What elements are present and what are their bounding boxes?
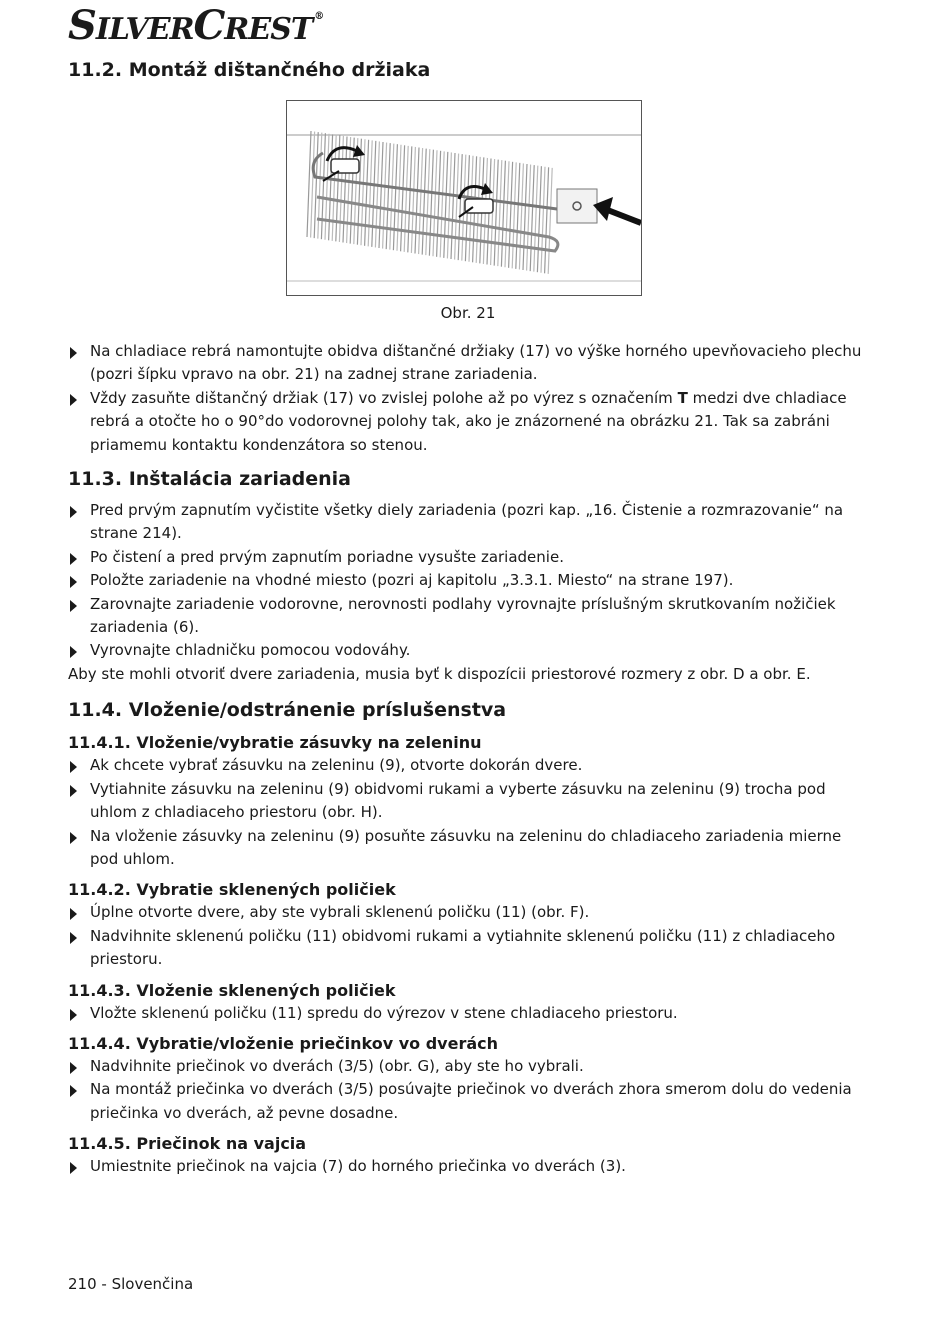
list-11-2 [68,340,868,457]
condenser-fin [325,134,329,240]
condenser-fin [397,145,401,251]
condenser-fin [311,132,315,238]
condenser-fin [494,160,498,266]
condenser-fin [401,145,405,251]
condenser-fin [429,150,433,256]
bullet-icon [70,908,77,920]
bullet-icon [70,1085,77,1097]
condenser-fin [523,164,527,270]
page-footer: 210 - Slovenčina [68,1275,194,1293]
condenser-fin [390,144,394,250]
condenser-fin [426,149,430,255]
list-item: Na chladiace rebrá namontujte obidva dištančné držiaky (17) vo výške horného upevňovacieho plechu (pozri šípku vpravo na obr. 21) na zadnej strane zariadenia. [68,340,868,387]
list-11-3 [68,499,868,663]
condenser-fin [339,136,343,242]
list-11-4-3 [68,1002,868,1025]
condenser-fin [415,148,419,254]
condenser-fin [372,141,376,247]
subsection-heading-11-4-5: 11.4.5. Priečinok na vajcia [68,1134,307,1154]
condenser-fin [440,151,444,257]
condenser-fin [393,144,397,250]
bullet-icon [70,646,77,658]
page-content [68,58,868,1179]
figure-21 [286,100,642,296]
condenser-fin [408,146,412,252]
condenser-fin [350,138,354,244]
condenser-fin [548,168,552,274]
condenser-fin [534,166,538,272]
condenser-fin [383,143,387,249]
bullet-icon [70,832,77,844]
condenser-fin [307,131,311,237]
list-item: Zarovnajte zariadenie vodorovne, nerovnosti podlahy vyrovnajte príslušným skrutkovaním nožičiek zariadenia (6). [68,593,868,640]
condenser-fin [329,134,333,240]
condenser-illustration [287,101,641,295]
list-item: Na montáž priečinka vo dverách (3/5) posúvajte priečinok vo dverách zhora smerom dolu do vedenia priečinka vo dverách, až pevne dosadne. [68,1078,868,1125]
bullet-icon [70,394,77,406]
condenser-fin [404,146,408,252]
condenser-fin [444,152,448,258]
condenser-fin [347,137,351,243]
section-heading-11-2: 11.2. Montáž dištančného držiaka [68,59,431,81]
list-item: Na vloženie zásuvky na zeleninu (9) posuňte zásuvku na zeleninu do chladiaceho zariadenia mierne pod uhlom. [68,825,868,872]
condenser-fin [437,151,441,257]
list-item: Po čistení a pred prvým zapnutím poriadne vysušte zariadenie. [68,546,868,569]
condenser-fin [498,160,502,266]
list-item: Umiestnite priečinok na vajcia (7) do horného priečinka vo dverách (3). [68,1155,868,1178]
condenser-fin [314,132,318,238]
list-item: Položte zariadenie na vhodné miesto (pozri aj kapitolu „3.3.1. Miesto“ na strane 197). [68,569,868,592]
bullet-icon [70,761,77,773]
condenser-fin [379,142,383,248]
condenser-fin [519,163,523,269]
list-item: Ak chcete vybrať zásuvku na zeleninu (9), otvorte dokorán dvere. [68,754,868,777]
condenser-fin [516,163,520,269]
section-heading-11-4: 11.4. Vloženie/odstránenie príslušenstva [68,699,507,722]
list-item: Vytiahnite zásuvku na zeleninu (9) obidvomi rukami a vyberte zásuvku na zeleninu (9) trocha pod uhlom z chladiaceho priestoru (obr. H). [68,778,868,825]
bullet-icon [70,600,77,612]
bullet-icon [70,576,77,588]
bullet-icon [70,506,77,518]
list-11-4-2 [68,901,868,971]
section-heading-11-3: 11.3. Inštalácia zariadenia [68,468,351,491]
condenser-fin [451,153,455,259]
condenser-fin [537,166,541,272]
condenser-fin [505,161,509,267]
condenser-fin [458,154,462,260]
condenser-fin [509,162,513,268]
condenser-fin [343,137,347,243]
list-item: Nadvihnite priečinok vo dverách (3/5) (obr. G), aby ste ho vybrali. [68,1055,868,1078]
list-11-4-1 [68,754,868,871]
condenser-fin [433,150,437,256]
condenser-fin [530,165,534,271]
condenser-fin [447,152,451,258]
condenser-fin [386,143,390,249]
condenser-fin [545,167,549,273]
subsection-heading-11-4-1: 11.4.1. Vloženie/vybratie zásuvky na zeleninu [68,733,482,753]
condenser-fin [368,140,372,246]
list-item: Vložte sklenenú poličku (11) spredu do výrezov v stene chladiaceho priestoru. [68,1002,868,1025]
condenser-fin [501,161,505,267]
list-item: Úplne otvorte dvere, aby ste vybrali sklenenú poličku (11) (obr. F). [68,901,868,924]
bullet-icon [70,785,77,797]
condenser-fin [512,162,516,268]
list-11-4-4 [68,1055,868,1125]
condenser-fin [365,140,369,246]
condenser-fin [318,133,322,239]
condenser-fin [336,135,340,241]
bullet-icon [70,553,77,565]
condenser-fin [375,141,379,247]
bullet-icon [70,347,77,359]
condenser-fin [541,167,545,273]
subsection-heading-11-4-2: 11.4.2. Vybratie sklenených poličiek [68,880,396,900]
list-11-4-5 [68,1155,868,1178]
condenser-fin [411,147,415,253]
bullet-icon [70,1062,77,1074]
list-item: Vyrovnajte chladničku pomocou vodováhy. [68,639,868,662]
condenser-fin [419,148,423,254]
bullet-icon [70,1009,77,1021]
condenser-fin [455,154,459,260]
subsection-heading-11-4-4: 11.4.4. Vybratie/vloženie priečinkov vo dverách [68,1033,499,1053]
list-item: Nadvihnite sklenenú poličku (11) obidvomi rukami a vytiahnite sklenenú poličku (11) z chladiaceho priestoru. [68,925,868,972]
condenser-fin [321,133,325,239]
list-item: Vždy zasuňte dištančný držiak (17) vo zvislej polohe až po výrez s označením T medzi dve chladiace rebrá a otočte ho o 90°do vodorovnej polohy tak, ako je znázornené na obrázku 21. Tak sa zabráni priamemu kontaktu kondenzátora so stenou. [68,387,868,457]
bullet-icon [70,932,77,944]
bullet-icon [70,1162,77,1174]
figure-caption: Obr. 21 [440,304,496,322]
condenser-fin [527,165,531,271]
list-item: Pred prvým zapnutím vyčistite všetky diely zariadenia (pozri kap. „16. Čistenie a rozmrazovanie“ na strane 214). [68,499,868,546]
note-paragraph: Aby ste mohli otvoriť dvere zariadenia, musia byť k dispozícii priestorové rozmery z obr. D a obr. E. [68,664,811,683]
subsection-heading-11-4-3: 11.4.3. Vloženie sklenených poličiek [68,980,396,1000]
condenser-fin [422,149,426,255]
brand-logo: SILVERCREST ® [68,2,324,49]
